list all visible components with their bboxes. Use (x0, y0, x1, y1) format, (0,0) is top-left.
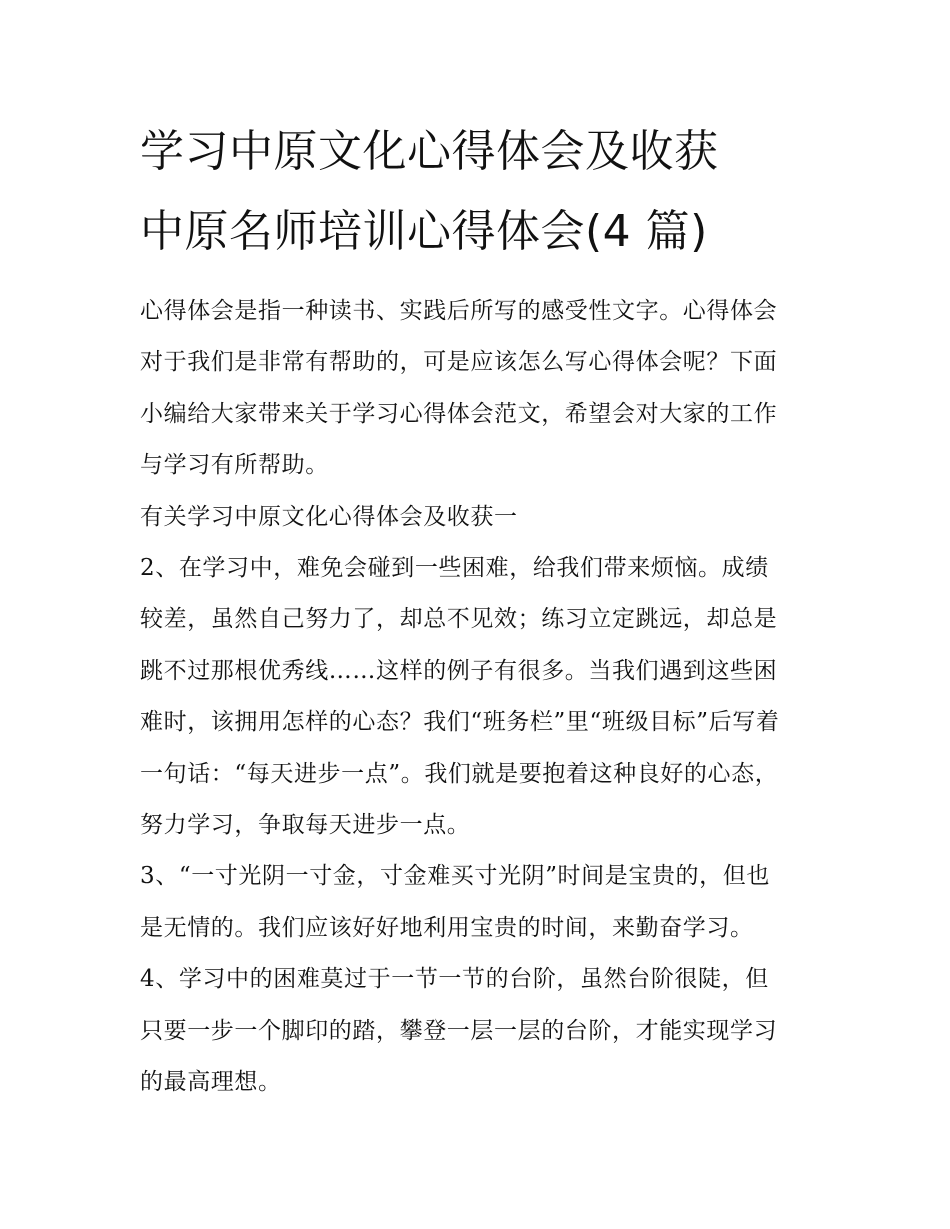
text-line: 对于我们是非常有帮助的，可是应该怎么写心得体会呢？下面 (140, 349, 778, 376)
title-line: 学习中原文化心得体会及收获 (140, 126, 719, 177)
text-line: 跳不过那根优秀线……这样的例子有很多。当我们遇到这些困 (140, 657, 778, 684)
text-line: 与学习有所帮助。 (140, 452, 329, 479)
text-line: 的最高理想。 (140, 1069, 282, 1096)
text-line: 较差，虽然自己努力了，却总不见效；练习立定跳远，却总是 (140, 606, 778, 633)
text-line: 只要一步一个脚印的踏，攀登一层一层的台阶，才能实现学习 (140, 1017, 778, 1044)
text-line: 4、学习中的困难莫过于一节一节的台阶，虽然台阶很陡，但 (140, 966, 769, 993)
intro-paragraph (140, 286, 810, 492)
text-line: 是无情的。我们应该好好地利用宝贵的时间，来勤奋学习。 (140, 914, 754, 941)
title-line: 中原名师培训心得体会(4 篇) (140, 206, 708, 257)
text-line: 2、在学习中，难免会碰到一些困难，给我们带来烦恼。成绩 (140, 555, 769, 582)
document-title (140, 112, 810, 272)
text-line: 难时，该拥用怎样的心态？我们“班务栏”里“班级目标”后写着 (140, 709, 780, 736)
section-heading (140, 492, 810, 543)
item-4-paragraph (140, 954, 810, 1108)
text-line: 努力学习，争取每天进步一点。 (140, 812, 471, 839)
item-2-paragraph (140, 543, 810, 851)
text-line: 一句话：“每天进步一点”。我们就是要抱着这种良好的心态， (140, 760, 779, 787)
text-line: 小编给大家带来关于学习心得体会范文，希望会对大家的工作 (140, 400, 778, 427)
item-3-paragraph (140, 851, 810, 954)
text-line: 心得体会是指一种读书、实践后所写的感受性文字。心得体会 (140, 298, 778, 324)
text-line: 有关学习中原文化心得体会及收获一 (140, 503, 518, 530)
document-body (140, 112, 810, 1109)
text-line: 3、“一寸光阴一寸金，寸金难买寸光阴”时间是宝贵的，但也 (140, 863, 770, 890)
